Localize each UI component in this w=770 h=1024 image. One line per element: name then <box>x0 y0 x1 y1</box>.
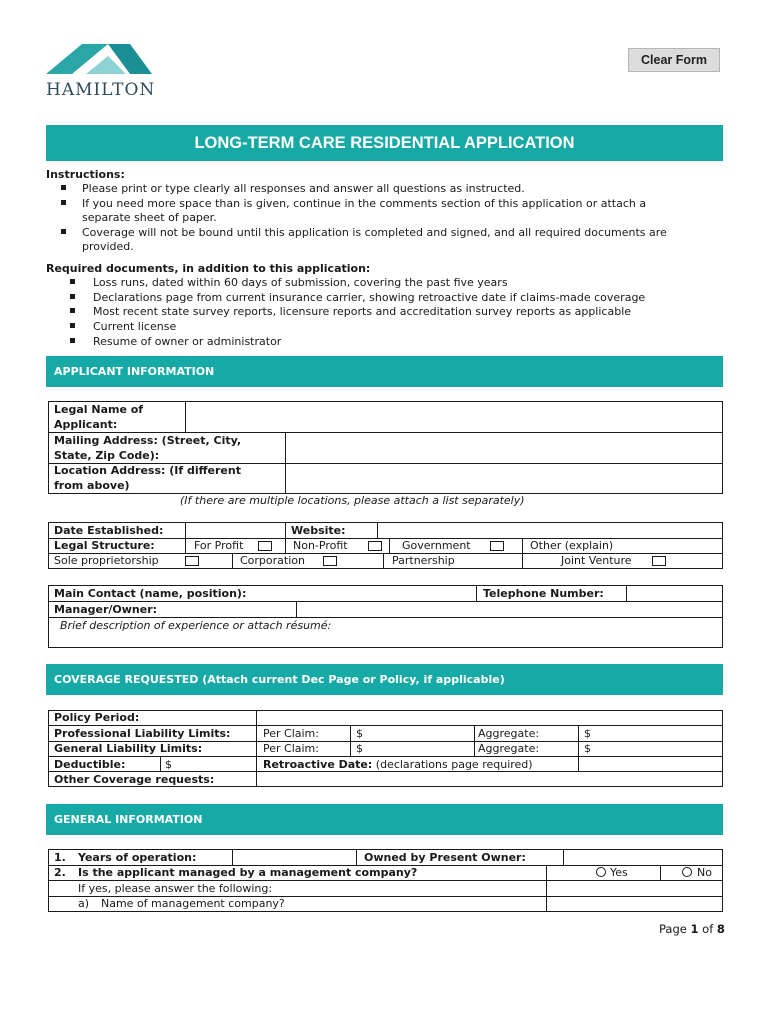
other-structure-label: Other (explain) <box>530 539 614 552</box>
prof-aggregate-dollar: $ <box>584 727 591 740</box>
mailing-label: Mailing Address: (Street, City, <box>54 434 242 447</box>
management-no-radio[interactable] <box>682 867 692 877</box>
required-doc-item: Declarations page from current insurance carrier, showing retroactive date if claims-made coverage <box>93 291 646 304</box>
instruction-item: Please print or type clearly all responses and answer all questions as instructed. <box>82 182 525 195</box>
clear-form-button[interactable]: Clear Form <box>628 48 720 72</box>
bullet-icon <box>70 294 75 299</box>
instructions-heading: Instructions: <box>46 168 125 181</box>
coverage-section-header: COVERAGE REQUESTED (Attach current Dec Page or Policy, if applicable) <box>46 664 723 695</box>
multiple-locations-note: (If there are multiple locations, please attach a list separately) <box>180 494 525 507</box>
legal-structure-label: Legal Structure: <box>54 539 155 552</box>
required-doc-item: Most recent state survey reports, licensure reports and accreditation survey reports as applicable <box>93 305 632 318</box>
prof-per-claim-dollar: $ <box>356 727 363 740</box>
required-doc-item: Resume of owner or administrator <box>93 335 282 348</box>
instruction-item: Coverage will not be bound until this application is completed and signed, and all required documents are <box>82 226 667 239</box>
if-yes-instruction: If yes, please answer the following: <box>78 882 273 895</box>
telephone-label: Telephone Number: <box>483 587 604 600</box>
legal-name-label: Applicant: <box>54 418 118 431</box>
instruction-item: separate sheet of paper. <box>82 211 217 224</box>
date-established-input[interactable] <box>185 522 286 539</box>
management-company-question: Is the applicant managed by a management company? <box>78 866 418 879</box>
brand-name: HAMILTON <box>46 80 156 100</box>
q2-number: 2. <box>54 866 66 879</box>
gen-per-claim-dollar: $ <box>356 742 363 755</box>
gen-per-claim-label: Per Claim: <box>263 742 319 755</box>
management-yes-radio[interactable] <box>596 867 606 877</box>
main-contact-label: Main Contact (name, position): <box>54 587 247 600</box>
page-prefix: Page <box>659 922 687 936</box>
no-label: No <box>697 866 712 879</box>
instruction-item: provided. <box>82 240 134 253</box>
instruction-item: If you need more space than is given, continue in the comments section of this application or attach a <box>82 197 647 210</box>
joint-venture-label: Joint Venture <box>561 554 632 567</box>
gen-aggregate-dollar: $ <box>584 742 591 755</box>
yes-label: Yes <box>610 866 628 879</box>
legal-name-label: Legal Name of <box>54 403 144 416</box>
bullet-icon <box>70 279 75 284</box>
general-liability-label: General Liability Limits: <box>54 742 203 755</box>
general-section-header: GENERAL INFORMATION <box>46 804 723 835</box>
manager-label: Manager/Owner: <box>54 603 158 616</box>
required-doc-item: Loss runs, dated within 60 days of submission, covering the past five years <box>93 276 508 289</box>
joint-venture-checkbox[interactable] <box>652 556 666 566</box>
website-label: Website: <box>291 524 346 537</box>
retroactive-date-note: (declarations page required) <box>375 758 533 771</box>
date-established-label: Date Established: <box>54 524 164 537</box>
for-profit-label: For Profit <box>194 539 244 552</box>
sole-proprietorship-label: Sole proprietorship <box>54 554 159 567</box>
page-title: LONG-TERM CARE RESIDENTIAL APPLICATION <box>46 125 723 161</box>
bullet-icon <box>61 229 66 234</box>
prof-aggregate-label: Aggregate: <box>478 727 540 740</box>
page-current: 1 <box>690 922 699 936</box>
deductible-dollar: $ <box>165 758 172 771</box>
location-address-input[interactable] <box>285 463 723 494</box>
page-of: of <box>702 922 714 936</box>
mailing-label: State, Zip Code): <box>54 449 160 462</box>
retroactive-date-label <box>263 757 533 772</box>
partnership-label: Partnership <box>392 554 455 567</box>
corporation-checkbox[interactable] <box>323 556 337 566</box>
bullet-icon <box>70 308 75 313</box>
for-profit-checkbox[interactable] <box>258 541 272 551</box>
corporation-label: Corporation <box>240 554 305 567</box>
page-number <box>659 922 725 936</box>
bullet-icon <box>61 200 66 205</box>
experience-label: Brief description of experience or attach résumé: <box>60 619 332 632</box>
legal-name-input[interactable] <box>185 401 723 433</box>
q1-number: 1. <box>54 851 66 864</box>
non-profit-label: Non-Profit <box>293 539 348 552</box>
years-of-operation-label: Years of operation: <box>78 851 197 864</box>
location-label: Location Address: (If different <box>54 464 241 477</box>
bullet-icon <box>61 185 66 190</box>
required-docs-heading: Required documents, in addition to this application: <box>46 262 371 275</box>
bullet-icon <box>70 323 75 328</box>
page-total: 8 <box>716 922 725 936</box>
other-coverage-label: Other Coverage requests: <box>54 773 215 786</box>
deductible-label: Deductible: <box>54 758 126 771</box>
location-label: from above) <box>54 479 130 492</box>
applicant-section-header: APPLICANT INFORMATION <box>46 356 723 387</box>
mailing-address-input[interactable] <box>285 432 723 464</box>
government-checkbox[interactable] <box>490 541 504 551</box>
professional-liability-label: Professional Liability Limits: <box>54 727 231 740</box>
hamilton-logo-mark <box>46 42 154 76</box>
non-profit-checkbox[interactable] <box>368 541 382 551</box>
government-label: Government <box>402 539 471 552</box>
gen-aggregate-label: Aggregate: <box>478 742 540 755</box>
retroactive-date-title: Retroactive Date: <box>263 758 373 771</box>
owned-by-present-owner-label: Owned by Present Owner: <box>364 851 526 864</box>
website-input[interactable] <box>377 522 723 539</box>
policy-period-label: Policy Period: <box>54 711 140 724</box>
q2a-number: a) <box>78 897 90 910</box>
management-company-name-label: Name of management company? <box>101 897 285 910</box>
prof-per-claim-label: Per Claim: <box>263 727 319 740</box>
bullet-icon <box>70 338 75 343</box>
required-doc-item: Current license <box>93 320 177 333</box>
sole-proprietorship-checkbox[interactable] <box>185 556 199 566</box>
